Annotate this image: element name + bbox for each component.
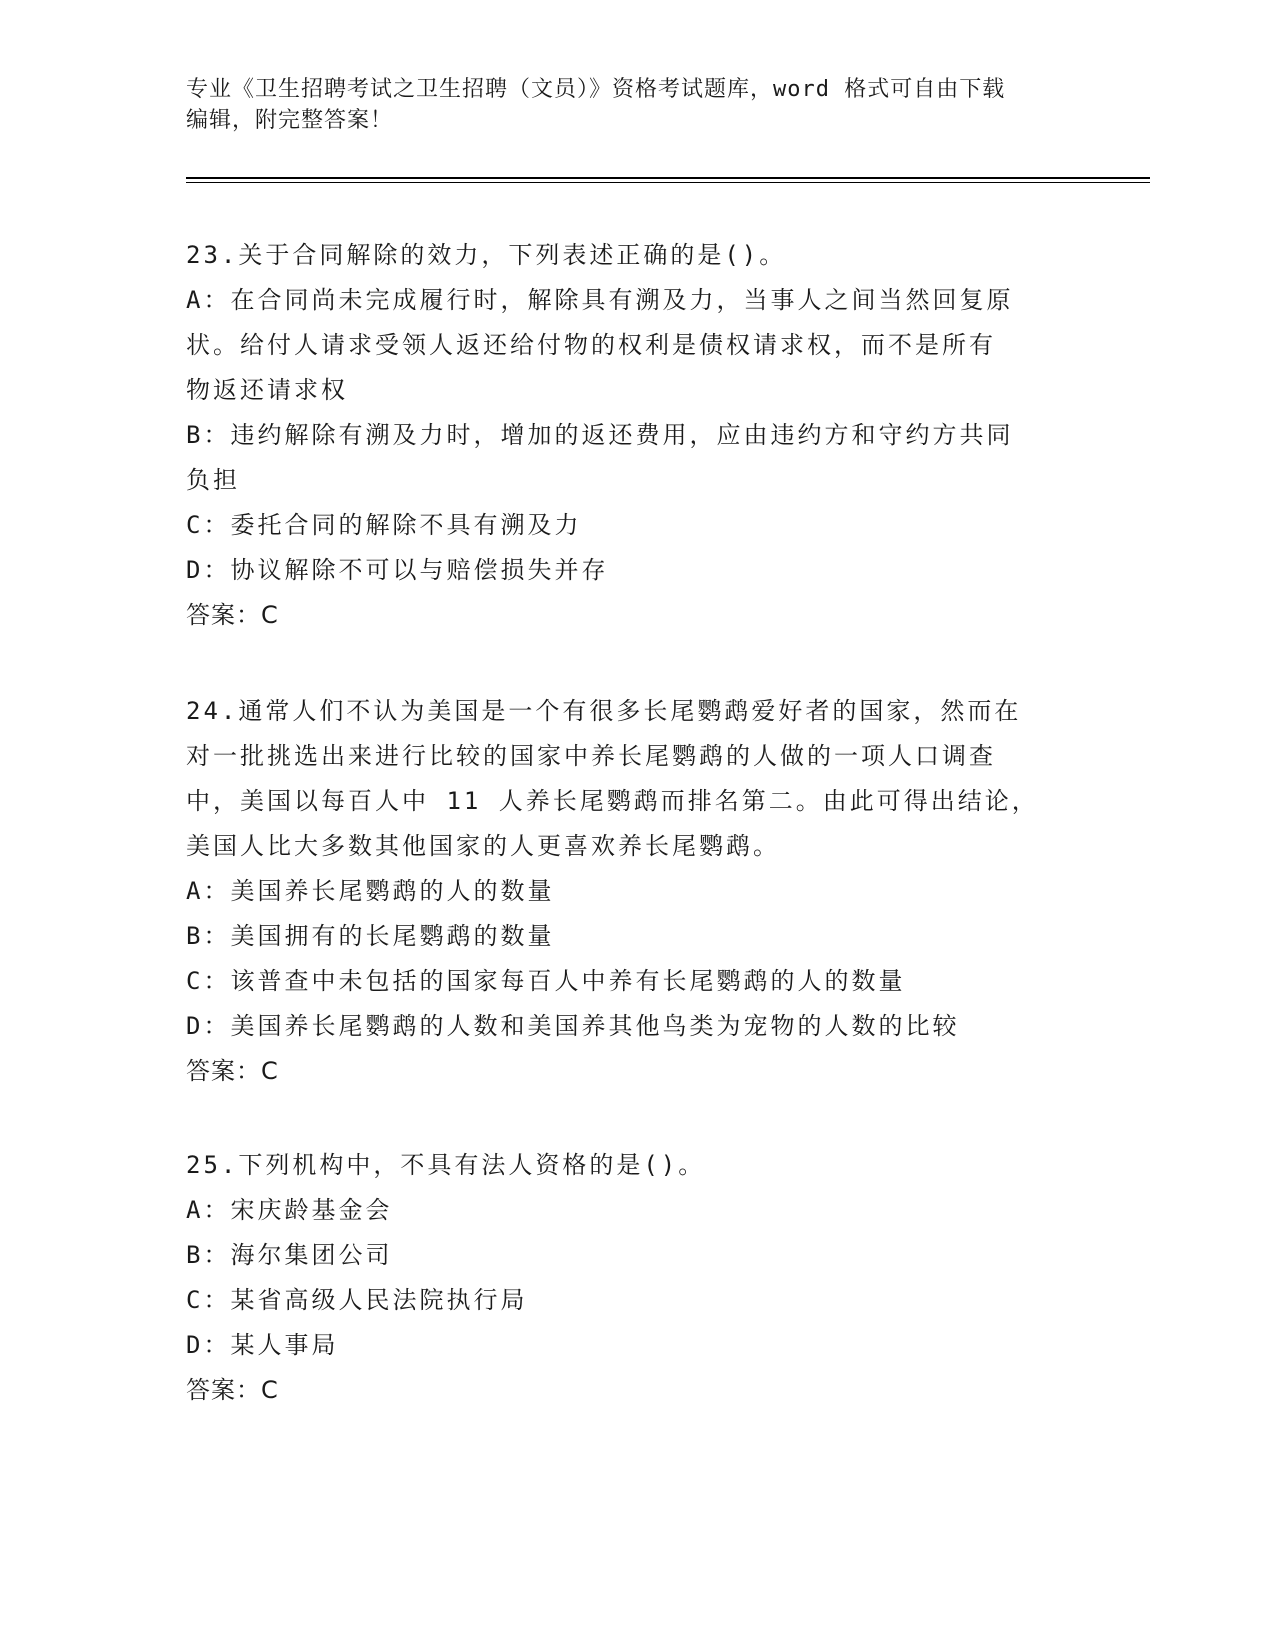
header-divider-thick xyxy=(186,177,1150,179)
option-d xyxy=(186,1323,1066,1368)
question-stem: 对一批挑选出来进行比较的国家中养长尾鹦鹉的人做的一项人口调查 xyxy=(186,742,996,770)
option-line: C：委托合同的解除不具有溯及力 xyxy=(186,511,582,539)
question-23 xyxy=(186,233,1066,638)
option-line: D：协议解除不可以与赔偿损失并存 xyxy=(186,556,609,584)
question-stem: 中，美国以每百人中 11 人养长尾鹦鹉而排名第二。由此可得出结论， xyxy=(186,787,1039,815)
option-line: C：某省高级人民法院执行局 xyxy=(186,1286,528,1314)
header-line-1: 专业《卫生招聘考试之卫生招聘（文员）》资格考试题库，word 格式可自由下载 xyxy=(186,77,1006,102)
question-stem: 23.关于合同解除的效力，下列表述正确的是()。 xyxy=(186,241,787,269)
option-line: 物返还请求权 xyxy=(186,376,348,404)
header-line-2: 编辑，附完整答案！ xyxy=(186,108,394,133)
option-a xyxy=(186,869,1066,914)
option-line: D：美国养长尾鹦鹉的人数和美国养其他鸟类为宠物的人数的比较 xyxy=(186,1012,960,1040)
option-b xyxy=(186,914,1066,959)
option-line: 负担 xyxy=(186,466,240,494)
question-stem: 美国人比大多数其他国家的人更喜欢养长尾鹦鹉。 xyxy=(186,832,780,860)
answer-label: 答案：C xyxy=(186,1376,279,1404)
option-line: A：美国养长尾鹦鹉的人的数量 xyxy=(186,877,555,905)
option-d xyxy=(186,1004,1066,1049)
option-c xyxy=(186,959,1066,1004)
answer-label: 答案：C xyxy=(186,1057,279,1085)
answer-label: 答案：C xyxy=(186,601,279,629)
question-24 xyxy=(186,689,1066,1094)
option-line: 状。给付人请求受领人返还给付物的权利是债权请求权，而不是所有 xyxy=(186,331,996,359)
option-line: D：某人事局 xyxy=(186,1331,339,1359)
option-a xyxy=(186,278,1066,413)
option-b xyxy=(186,1233,1066,1278)
question-25 xyxy=(186,1143,1066,1413)
option-d xyxy=(186,548,1066,593)
question-stem: 25.下列机构中，不具有法人资格的是()。 xyxy=(186,1151,706,1179)
option-b xyxy=(186,413,1066,503)
option-c xyxy=(186,1278,1066,1323)
question-stem: 24.通常人们不认为美国是一个有很多长尾鹦鹉爱好者的国家，然而在 xyxy=(186,697,1022,725)
option-line: A：宋庆龄基金会 xyxy=(186,1196,393,1224)
page-header xyxy=(186,74,1066,136)
option-line: B：美国拥有的长尾鹦鹉的数量 xyxy=(186,922,555,950)
option-c xyxy=(186,503,1066,548)
option-line: B：违约解除有溯及力时，增加的返还费用，应由违约方和守约方共同 xyxy=(186,421,1014,449)
option-line: B：海尔集团公司 xyxy=(186,1241,393,1269)
option-line: A：在合同尚未完成履行时，解除具有溯及力，当事人之间当然回复原 xyxy=(186,286,1014,314)
header-divider-thin xyxy=(186,182,1150,183)
option-a xyxy=(186,1188,1066,1233)
option-line: C：该普查中未包括的国家每百人中养有长尾鹦鹉的人的数量 xyxy=(186,967,906,995)
